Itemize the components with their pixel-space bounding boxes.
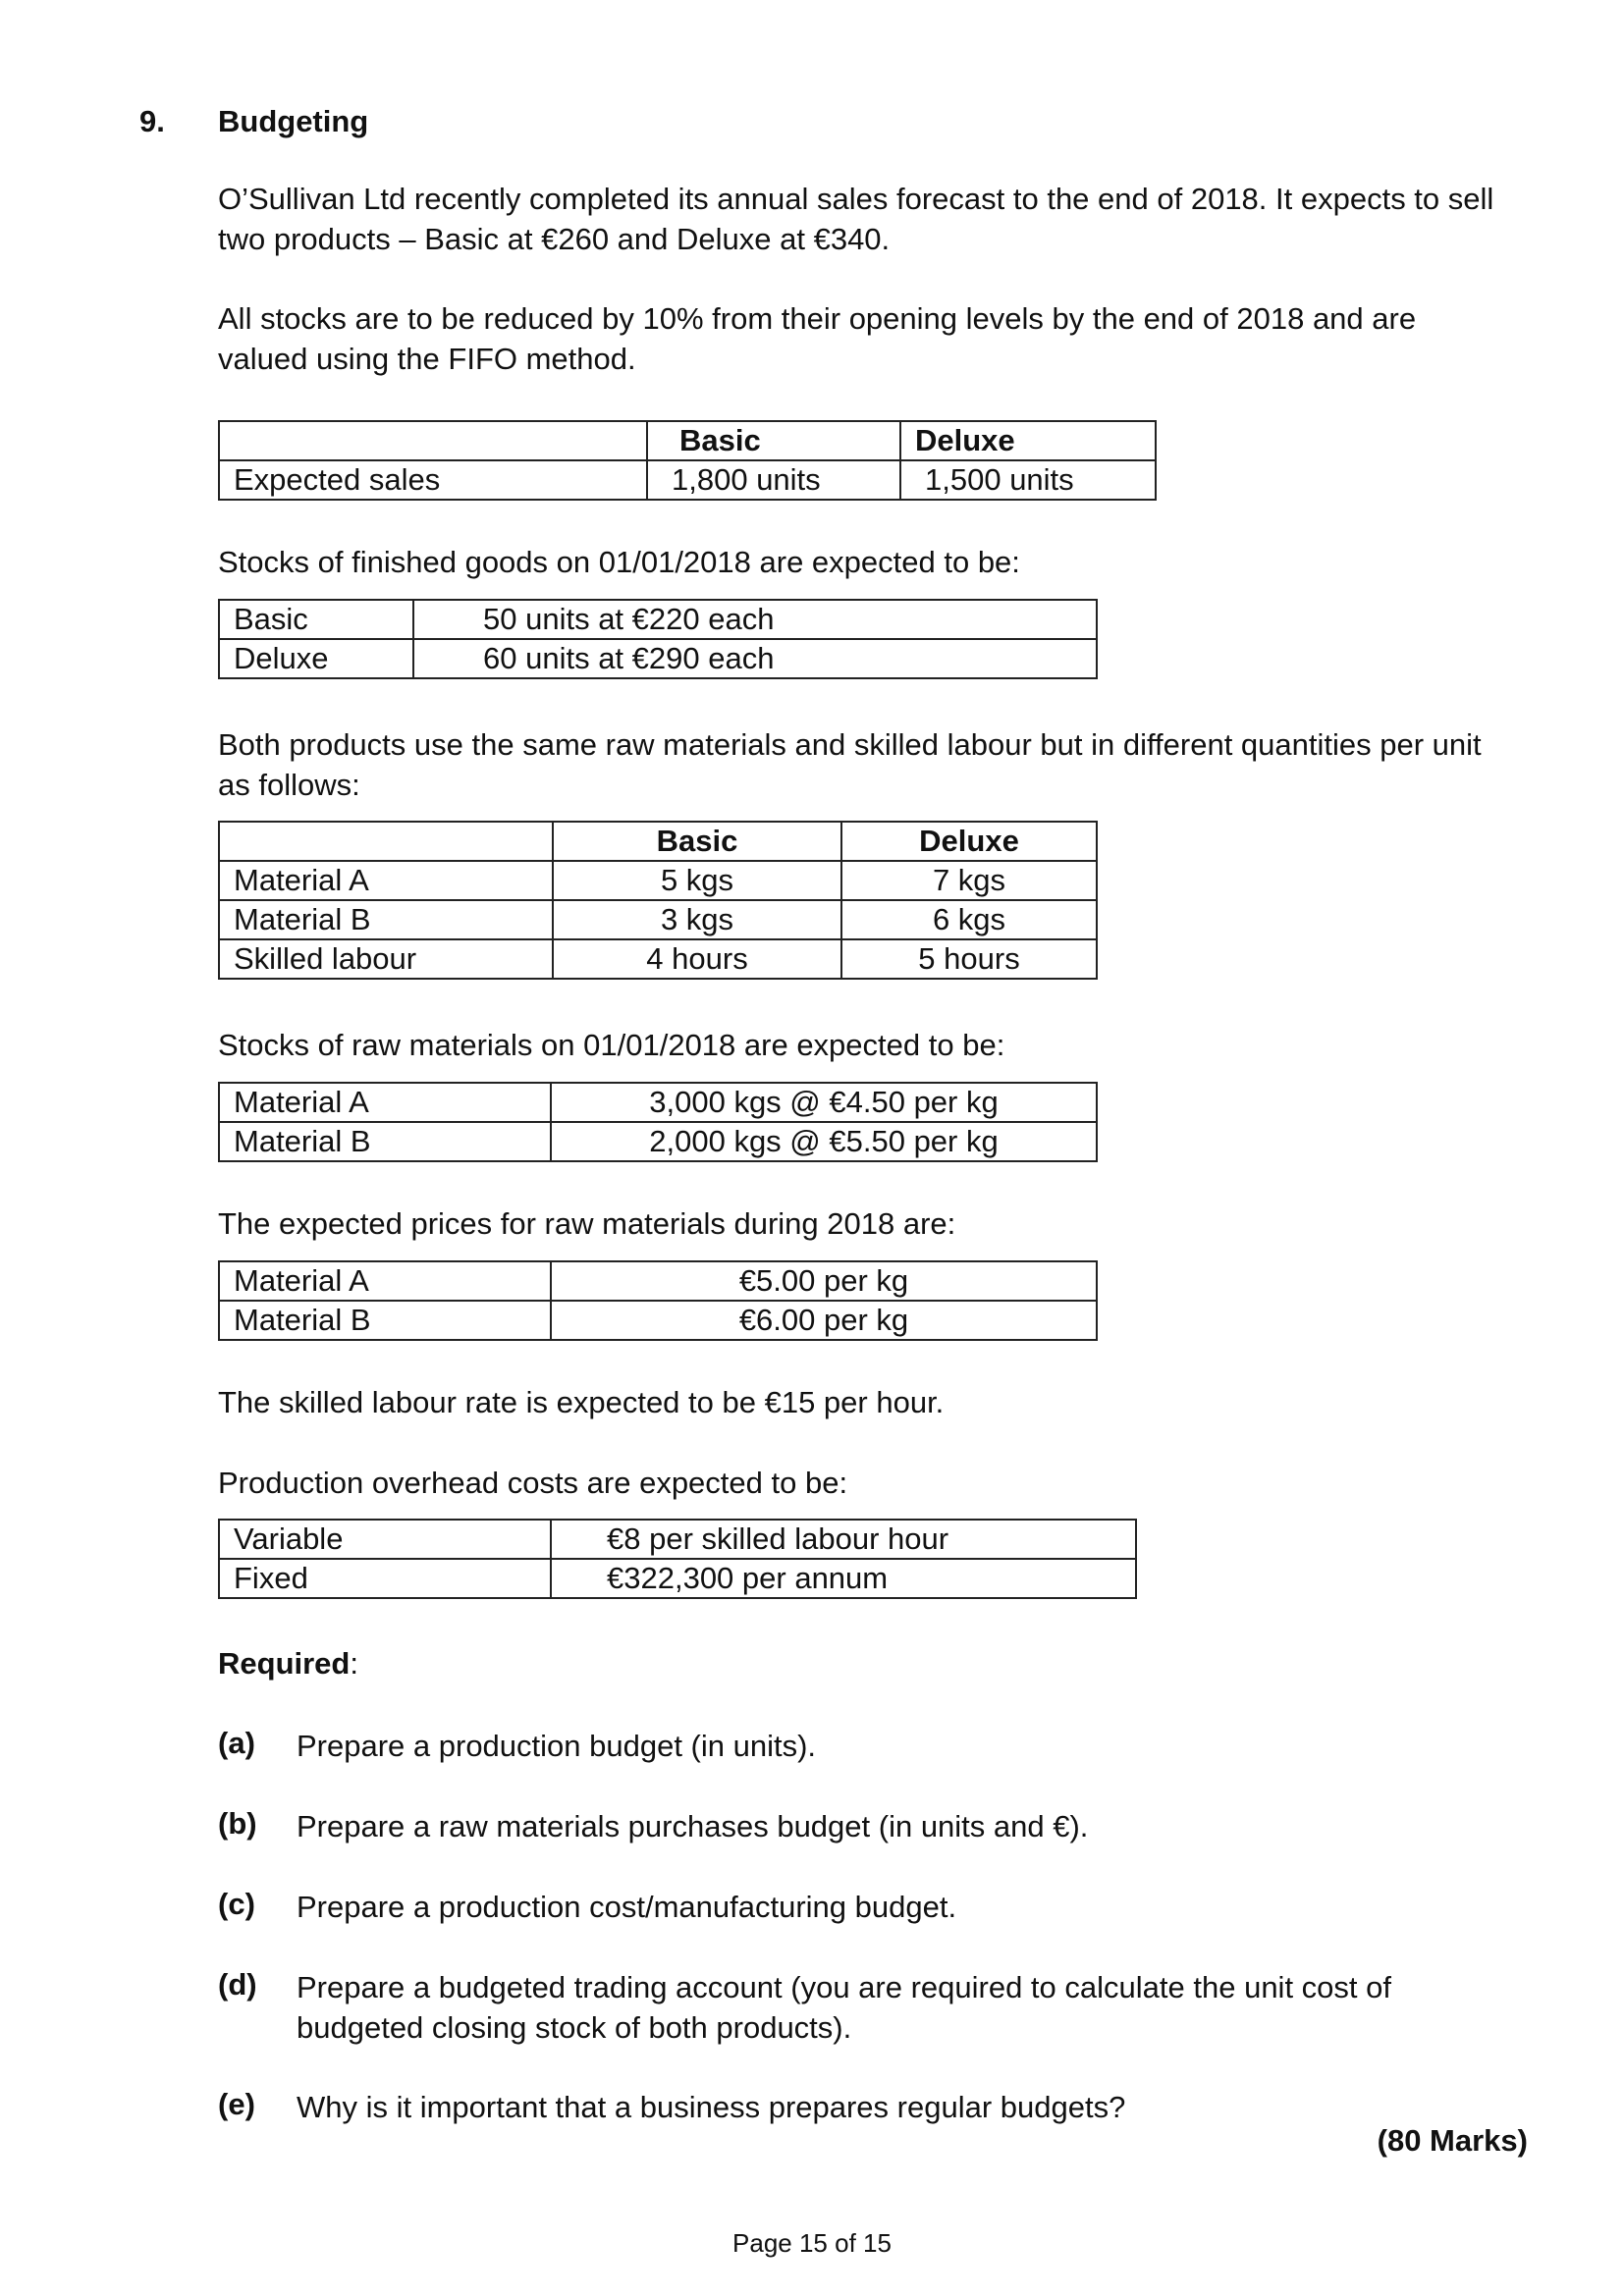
table-row xyxy=(219,421,1156,460)
table-row xyxy=(219,1261,1097,1301)
table-row xyxy=(219,600,1097,639)
table-cell: Deluxe xyxy=(219,639,413,678)
prices-table xyxy=(218,1260,1098,1341)
usage-table xyxy=(218,821,1098,980)
table-header-cell: Basic xyxy=(553,822,841,861)
table-cell: Fixed xyxy=(219,1559,551,1598)
table-cell: 5 hours xyxy=(841,939,1097,979)
table-row xyxy=(219,639,1097,678)
table-row xyxy=(219,1301,1097,1340)
table-cell: 3,000 kgs @ €4.50 per kg xyxy=(551,1083,1097,1122)
requirement-text: Prepare a production budget (in units). xyxy=(297,1729,817,1763)
table-cell: Material A xyxy=(219,1083,551,1122)
requirement-label: (d) xyxy=(218,1967,257,2002)
raw-stocks-table xyxy=(218,1082,1098,1162)
table-cell: Skilled labour xyxy=(219,939,553,979)
requirement-label: (c) xyxy=(218,1887,255,1921)
intro-paragraph-1: O’Sullivan Ltd recently completed its annual sales forecast to the end of 2018. It expects to sell two products – Basic at €260 and Deluxe at €340. xyxy=(218,182,1494,256)
requirement-text: Prepare a raw materials purchases budget (in units and €). xyxy=(297,1809,1089,1843)
finished-goods-table xyxy=(218,599,1098,679)
overheads-caption: Production overhead costs are expected to be: xyxy=(218,1466,848,1500)
table-header-cell xyxy=(219,421,647,460)
table-cell: 6 kgs xyxy=(841,900,1097,939)
table-cell: Material A xyxy=(219,861,553,900)
requirement-text: Why is it important that a business prepares regular budgets? xyxy=(297,2090,1126,2124)
usage-caption: Both products use the same raw materials and skilled labour but in different quantities per unit as follows: xyxy=(218,727,1482,802)
required-colon: : xyxy=(350,1646,358,1681)
table-cell: 4 hours xyxy=(553,939,841,979)
table-cell: 7 kgs xyxy=(841,861,1097,900)
marks-total: (80 Marks) xyxy=(1377,2123,1528,2158)
table-row xyxy=(219,1520,1136,1559)
table-header-cell: Basic xyxy=(647,421,900,460)
expected-sales-table xyxy=(218,420,1157,501)
table-cell: 50 units at €220 each xyxy=(413,600,1097,639)
requirement-text: Prepare a budgeted trading account (you are required to calculate the unit cost of budgeted closing stock of both products). xyxy=(297,1970,1391,2045)
table-cell: 2,000 kgs @ €5.50 per kg xyxy=(551,1122,1097,1161)
table-row xyxy=(219,1559,1136,1598)
intro-paragraph-2: All stocks are to be reduced by 10% from their opening levels by the end of 2018 and are valued using the FIFO method. xyxy=(218,301,1417,376)
page-footer: Page 15 of 15 xyxy=(732,2228,892,2258)
table-header-cell: Deluxe xyxy=(841,822,1097,861)
table-cell: Expected sales xyxy=(219,460,647,500)
table-row xyxy=(219,900,1097,939)
prices-caption: The expected prices for raw materials during 2018 are: xyxy=(218,1206,956,1241)
table-cell: Variable xyxy=(219,1520,551,1559)
table-row xyxy=(219,822,1097,861)
table-header-cell: Deluxe xyxy=(900,421,1156,460)
required-label: Required xyxy=(218,1646,351,1681)
requirement-label: (a) xyxy=(218,1726,255,1760)
table-cell: €6.00 per kg xyxy=(551,1301,1097,1340)
table-cell: 5 kgs xyxy=(553,861,841,900)
table-header-cell xyxy=(219,822,553,861)
table-cell: Material B xyxy=(219,1301,551,1340)
table-cell: 3 kgs xyxy=(553,900,841,939)
requirement-label: (e) xyxy=(218,2087,255,2121)
table-row xyxy=(219,1083,1097,1122)
table-cell: Material A xyxy=(219,1261,551,1301)
table-row xyxy=(219,1122,1097,1161)
labour-rate-text: The skilled labour rate is expected to be €15 per hour. xyxy=(218,1385,945,1419)
finished-goods-caption: Stocks of finished goods on 01/01/2018 are expected to be: xyxy=(218,545,1020,579)
table-cell: 1,800 units xyxy=(647,460,900,500)
table-cell: €8 per skilled labour hour xyxy=(551,1520,1136,1559)
table-cell: €5.00 per kg xyxy=(551,1261,1097,1301)
requirement-label: (b) xyxy=(218,1806,257,1841)
table-cell: €322,300 per annum xyxy=(551,1559,1136,1598)
requirement-text: Prepare a production cost/manufacturing budget. xyxy=(297,1890,957,1924)
required-heading xyxy=(218,1646,358,1682)
table-cell: 60 units at €290 each xyxy=(413,639,1097,678)
table-cell: 1,500 units xyxy=(900,460,1156,500)
table-cell: Material B xyxy=(219,900,553,939)
table-row xyxy=(219,861,1097,900)
table-cell: Basic xyxy=(219,600,413,639)
table-row xyxy=(219,460,1156,500)
question-title: Budgeting xyxy=(218,104,369,138)
table-cell: Material B xyxy=(219,1122,551,1161)
overheads-table xyxy=(218,1519,1137,1599)
question-number: 9. xyxy=(139,104,165,138)
raw-stocks-caption: Stocks of raw materials on 01/01/2018 are expected to be: xyxy=(218,1028,1005,1062)
table-row xyxy=(219,939,1097,979)
